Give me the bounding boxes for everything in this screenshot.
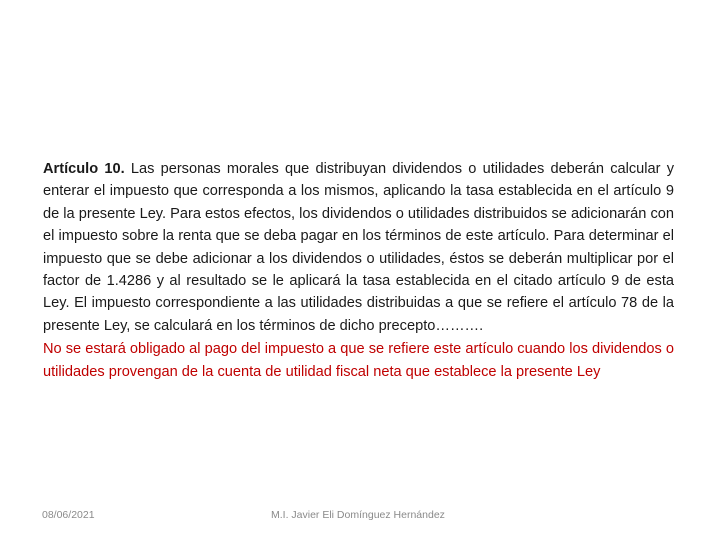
article-content [43, 158, 674, 383]
article-exception-paragraph: No se estará obligado al pago del impuesto a que se refiere este artículo cuando los dividendos o utilidades provengan de la cuenta de utilidad fiscal neta que establece la presente Ley [43, 341, 674, 380]
footer-date: 08/06/2021 [42, 509, 95, 521]
footer-author: M.I. Javier Eli Domínguez Hernández [271, 509, 445, 521]
article-paragraph [43, 158, 674, 337]
article-body: Las personas morales que distribuyan dividendos o utilidades deberán calcular y enterar el impuesto que corresponda a los mismos, aplicando la tasa establecida en el artículo 9 de la presente Ley. Para estos efectos, los dividendos o utilidades distribuidos se adicionarán con el impuesto sobre la renta que se deba pagar en los términos de este artículo. Para determinar el impuesto que se debe adicionar a los dividendos o utilidades, éstos se deberán multiplicar por el factor de 1.4286 y al resultado se le aplicará la tasa establecida en el citado artículo 9 de esta Ley. El impuesto correspondiente a las utilidades distribuidas a que se refiere el artículo 78 de la presente Ley, se calculará en los términos de dicho precepto………. [43, 161, 675, 334]
article-heading: Artículo 10. [43, 161, 125, 177]
